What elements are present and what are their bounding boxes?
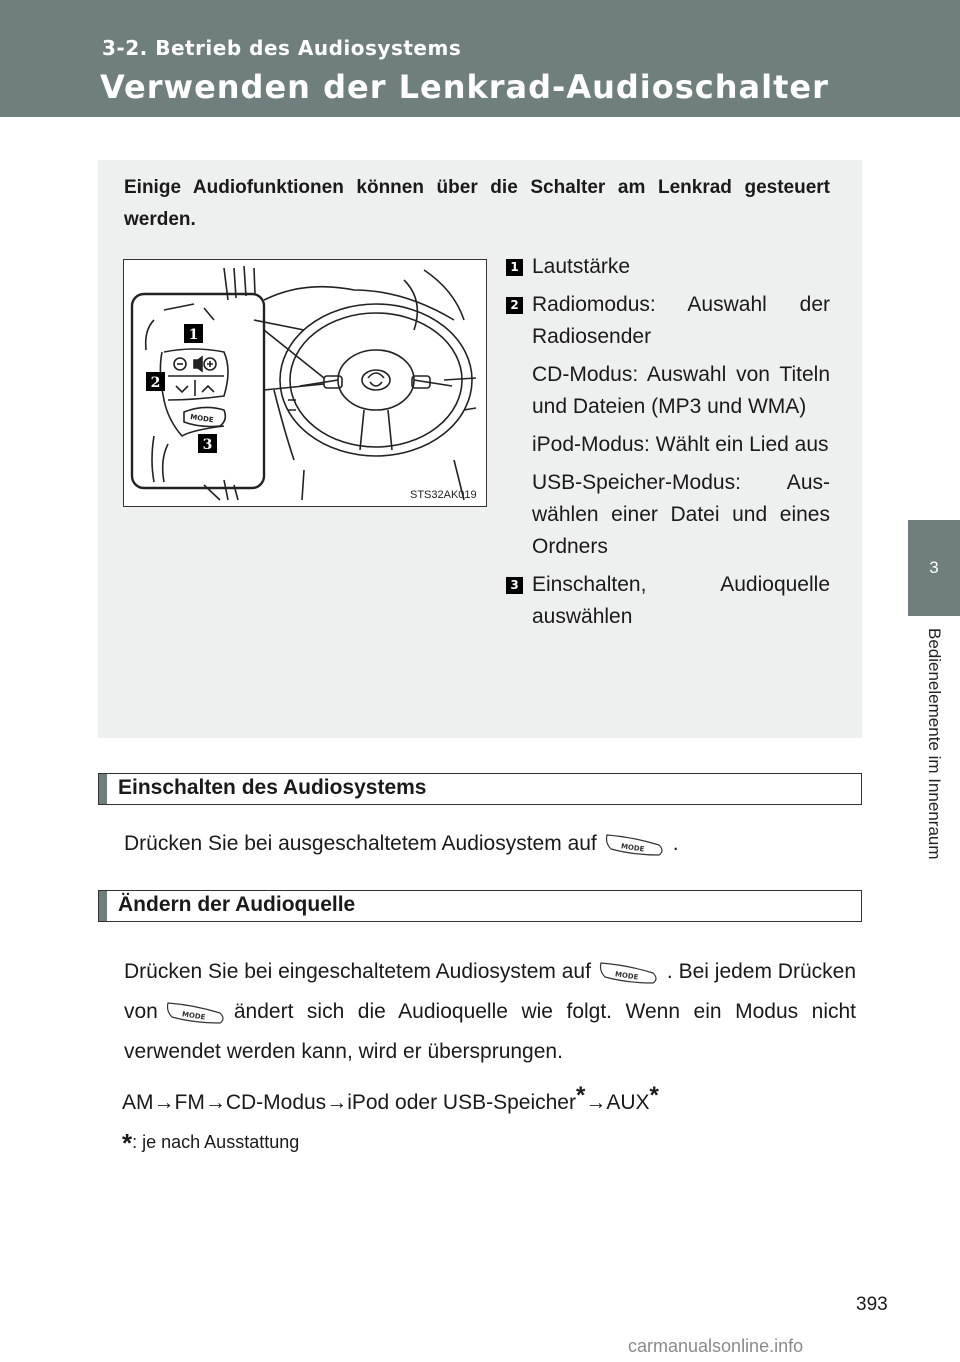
figure-code: STS32AK019	[410, 489, 477, 501]
legend-number: 2	[506, 297, 523, 314]
steering-wheel-figure	[123, 259, 487, 507]
legend-number: 3	[506, 577, 523, 594]
chapter-tab[interactable]: 3	[908, 520, 960, 616]
legend-item-2	[506, 289, 830, 353]
source-paragraph: Drücken Sie bei eingeschaltetem Audiosystem auf MODE . Bei jedem Drücken von MODE ändert sich die Audioquelle wie folgt. Wenn ein Modus nicht verwendet werden kann, wird er übersprungen.	[124, 960, 857, 1063]
callout-3	[198, 434, 217, 453]
callout-1	[184, 324, 203, 343]
section-heading-text: Ändern der Audioquelle	[118, 893, 356, 916]
watermark: carmanualsonline.info	[628, 1336, 804, 1356]
legend-text: Einschalten, Audioquelle auswählen	[532, 573, 830, 628]
intro-text: Einige Audiofunktionen können über die Schalter am Lenkrad gesteuert werden.	[124, 177, 830, 230]
chapter-label: Bedienelemente im Innenraum	[925, 628, 944, 860]
source-sequence: AM→FM→CD-Modus→iPod oder USB-Speicher*→AUX*	[122, 1082, 659, 1114]
page-number: 393	[856, 1294, 888, 1315]
mode-button-icon	[597, 959, 661, 985]
power-paragraph: Drücken Sie bei ausgeschaltetem Audiosystem auf MODE .	[124, 824, 856, 864]
mode-button-icon	[603, 831, 667, 857]
svg-text:1: 1	[188, 327, 199, 343]
svg-text:MODE: MODE	[614, 970, 639, 983]
svg-text:2: 2	[150, 375, 161, 391]
legend-item-3	[506, 569, 830, 633]
inset-mode-label: MODE	[189, 413, 215, 425]
mode-button-icon	[164, 999, 228, 1025]
section-heading-power	[98, 773, 862, 805]
legend-subtext: iPod-Modus: Wählt ein Lied aus	[532, 433, 829, 456]
legend-subtext: USB-Speicher-Modus: Auswählen einer Datei und eines Ordners	[532, 471, 830, 558]
section-heading-source	[98, 890, 862, 922]
section-title: 3-2. Betrieb des Audiosystems	[102, 36, 462, 60]
svg-text:3: 3	[202, 437, 213, 453]
legend-subtext: CD-Modus: Auswahl von Titeln und Dateien (MP3 und WMA)	[532, 363, 830, 418]
steering-wheel-illustration	[124, 260, 486, 506]
page-title: Verwenden der Lenkrad-Audioschalter	[100, 68, 829, 106]
callout-2	[146, 372, 165, 391]
section-heading-text: Einschalten des Audiosystems	[118, 776, 427, 799]
svg-text:MODE: MODE	[620, 842, 645, 855]
svg-text:MODE: MODE	[181, 1010, 206, 1023]
footnote: *: je nach Ausstattung	[122, 1128, 300, 1158]
page-header	[0, 0, 960, 117]
legend-number: 1	[506, 259, 523, 276]
legend-text: Lautstärke	[532, 255, 631, 278]
figure-legend	[506, 251, 830, 633]
legend-item-1	[506, 251, 830, 283]
legend-text: Radiomodus: Auswahl der Radiosender	[532, 293, 830, 348]
